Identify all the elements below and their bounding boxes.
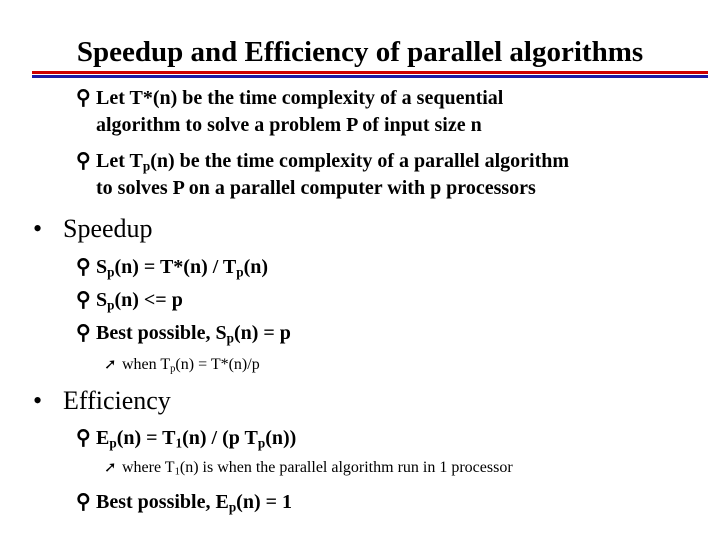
speedup-item-1: ⚲ $S_p(n) = T*(n) / T_p(n)$ [76, 256, 269, 280]
title-rule-blue [32, 75, 708, 78]
arrow-bullet-icon: ➚ [104, 357, 117, 373]
efficiency-item-1: ⚲ $E_p(n) = T_1(n) / (p$ $T_p(n)$) [76, 427, 297, 451]
intro-item-1: ⚲ Let T*(n) be the time complexity of a sequential [76, 87, 504, 109]
q-bullet-icon: ⚲ [76, 256, 91, 278]
speedup-item-2: ⚲ $S_p(n) <= p$ [76, 289, 183, 313]
efficiency-note: ➚ where $T_1(n)$ is when the parallel algorithm run in 1 processor [104, 459, 513, 478]
q-bullet-icon: ⚲ [76, 150, 91, 172]
intro-item-2-cont: to solves P on a parallel computer with p processors [96, 177, 536, 199]
q-bullet-icon: ⚲ [76, 427, 91, 449]
bullet-dot-icon: • [33, 214, 43, 243]
efficiency-item-2: ⚲ Best possible, $E_p(n) = 1$ [76, 491, 292, 515]
intro-item-2: ⚲ Let $T_p(n)$ be the time complexity of a parallel algorithm [76, 150, 570, 174]
q-bullet-icon: ⚲ [76, 87, 91, 109]
slide-title: Speedup and Efficiency of parallel algorithms [76, 36, 644, 68]
bullet-dot-icon: • [33, 386, 43, 415]
speedup-note: ➚ when $T_p(n) = T*(n)/p$ [104, 356, 260, 375]
q-bullet-icon: ⚲ [76, 322, 91, 344]
efficiency-heading: • Efficiency [33, 386, 171, 415]
title-rule-red [32, 71, 708, 74]
arrow-bullet-icon: ➚ [104, 460, 117, 476]
speedup-item-3: ⚲ Best possible, $S_p(n) = p$ [76, 322, 291, 346]
intro-item-1-cont: algorithm to solve a problem P of input size n [96, 114, 482, 136]
q-bullet-icon: ⚲ [76, 289, 91, 311]
q-bullet-icon: ⚲ [76, 491, 91, 513]
speedup-heading: • Speedup [33, 214, 153, 243]
